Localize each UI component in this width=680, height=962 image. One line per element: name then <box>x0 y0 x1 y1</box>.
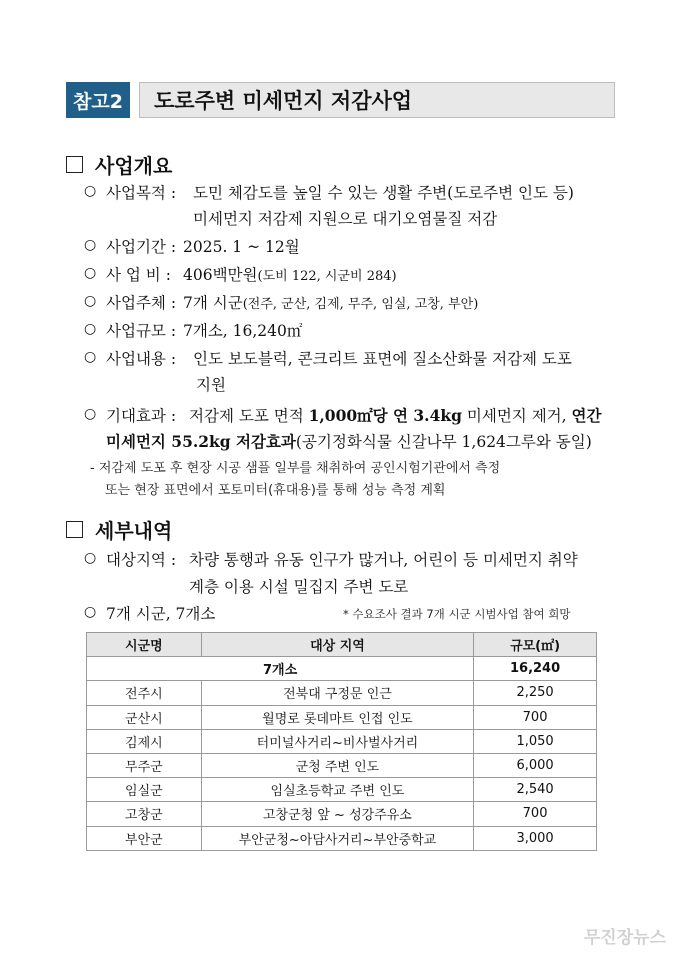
agent-value <box>183 291 478 313</box>
table-cell: 군청 주변 인도 <box>201 753 473 777</box>
effect-bold: 1,000㎡당 연 3.4kg <box>308 406 462 425</box>
table-cell: 임실군 <box>87 778 202 802</box>
table-row <box>87 681 597 705</box>
purpose-line-1: 도민 체감도를 높일 수 있는 생활 주변(도로주변 인도 등) <box>193 184 574 202</box>
circle-bullet-icon: ○ <box>84 237 97 253</box>
circle-bullet-icon: ○ <box>84 604 97 620</box>
section-heading-overview <box>66 150 172 179</box>
table-cell: 2,250 <box>474 681 597 705</box>
site-table <box>86 632 597 851</box>
table-cell: 월명로 롯데마트 인접 인도 <box>201 705 473 729</box>
content-line-1: 인도 보도블럭, 콘크리트 표면에 질소산화물 저감제 도포 <box>193 350 572 368</box>
title-bar <box>66 82 615 118</box>
content-line-2: 지원 <box>196 376 226 394</box>
effect-text: (공기정화식물 신갈나무 1,624그루와 동일) <box>295 433 592 451</box>
table-cell: 3,000 <box>474 826 597 850</box>
table-cell: 터미널사거리~비사벌사거리 <box>201 729 473 753</box>
effect-text: 미세먼지 제거, <box>466 407 567 425</box>
column-header: 대상 지역 <box>201 633 473 657</box>
table-row <box>87 753 597 777</box>
effect-line-1 <box>189 404 601 426</box>
scale-label: 사업규모 : <box>106 322 177 340</box>
table-cell: 700 <box>474 802 597 826</box>
note-line-2: 또는 현장 표면에서 포토미터(휴대용)를 통해 성능 측정 계획 <box>105 483 446 498</box>
effect-bold: 연간 <box>571 406 602 425</box>
table-cell: 6,000 <box>474 753 597 777</box>
budget-detail: (도비 122, 시군비 284) <box>257 269 397 284</box>
total-value: 16,240 <box>474 657 597 681</box>
note-line-1: - 저감제 도포 후 현장 시공 샘플 일부를 채취하여 공인시험기관에서 측정 <box>90 461 501 476</box>
table-row <box>87 802 597 826</box>
footnote: * 수요조사 결과 7개 시군 시범사업 참여 희망 <box>343 607 571 621</box>
total-label: 7개소 <box>87 657 474 681</box>
count-line: 7개 시군, 7개소 <box>106 605 216 623</box>
table-cell: 전주시 <box>87 681 202 705</box>
agent-detail: (전주, 군산, 김제, 무주, 임실, 고창, 부안) <box>242 297 479 312</box>
period-value: 2025. 1 ~ 12월 <box>183 238 300 256</box>
purpose-line-2: 미세먼지 저감제 지원으로 대기오염물질 저감 <box>193 210 498 228</box>
column-header: 규모(㎡) <box>474 633 597 657</box>
content-label: 사업내용 : <box>106 350 177 368</box>
table-cell: 고창군 <box>87 802 202 826</box>
square-bullet-icon <box>66 156 83 173</box>
target-line-2: 계층 이용 시설 밀집지 주변 도로 <box>189 578 409 596</box>
table-row <box>87 778 597 802</box>
scale-value: 7개소, 16,240㎡ <box>183 322 303 340</box>
circle-bullet-icon: ○ <box>84 321 97 337</box>
effect-line-2 <box>106 430 592 452</box>
watermark-logo: 무진장뉴스 <box>583 928 666 948</box>
table-cell: 무주군 <box>87 753 202 777</box>
table-cell: 2,540 <box>474 778 597 802</box>
table-cell: 700 <box>474 705 597 729</box>
table-cell: 김제시 <box>87 729 202 753</box>
agent-main: 7개 시군 <box>183 294 243 312</box>
circle-bullet-icon: ○ <box>84 406 97 422</box>
table-row <box>87 729 597 753</box>
circle-bullet-icon: ○ <box>84 349 97 365</box>
table-cell: 임실초등학교 주변 인도 <box>201 778 473 802</box>
effect-bold: 미세먼지 55.2kg 저감효과 <box>106 432 296 451</box>
budget-value <box>183 263 397 285</box>
section-heading-details <box>66 515 172 544</box>
table-header-row <box>87 633 597 657</box>
table-cell: 부안군청~아담사거리~부안중학교 <box>201 826 473 850</box>
circle-bullet-icon: ○ <box>84 550 97 566</box>
purpose-label: 사업목적 : <box>106 184 177 202</box>
table-total-row <box>87 657 597 681</box>
budget-label: 사 업 비 : <box>106 266 171 284</box>
reference-badge: 참고2 <box>66 82 130 118</box>
circle-bullet-icon: ○ <box>84 265 97 281</box>
target-line-1: 차량 통행과 유동 인구가 많거나, 어린이 등 미세먼지 취약 <box>189 551 578 569</box>
circle-bullet-icon: ○ <box>84 183 97 199</box>
budget-main: 406백만원 <box>183 266 258 284</box>
table-cell: 1,050 <box>474 729 597 753</box>
square-bullet-icon <box>66 521 83 538</box>
table-cell: 군산시 <box>87 705 202 729</box>
table-cell: 부안군 <box>87 826 202 850</box>
period-label: 사업기간 : <box>106 238 177 256</box>
effect-text: 저감제 도포 면적 <box>189 407 304 425</box>
agent-label: 사업주체 : <box>106 294 177 312</box>
column-header: 시군명 <box>87 633 202 657</box>
section-heading-text: 사업개요 <box>95 154 173 178</box>
table-row <box>87 826 597 850</box>
effect-label: 기대효과 : <box>106 407 177 425</box>
table-row <box>87 705 597 729</box>
target-label: 대상지역 : <box>106 551 177 569</box>
section-heading-text: 세부내역 <box>95 519 173 543</box>
circle-bullet-icon: ○ <box>84 293 97 309</box>
table-cell: 고창군청 앞 ~ 성강주유소 <box>201 802 473 826</box>
table-cell: 전북대 구정문 인근 <box>201 681 473 705</box>
page-title: 도로주변 미세먼지 저감사업 <box>139 82 615 118</box>
